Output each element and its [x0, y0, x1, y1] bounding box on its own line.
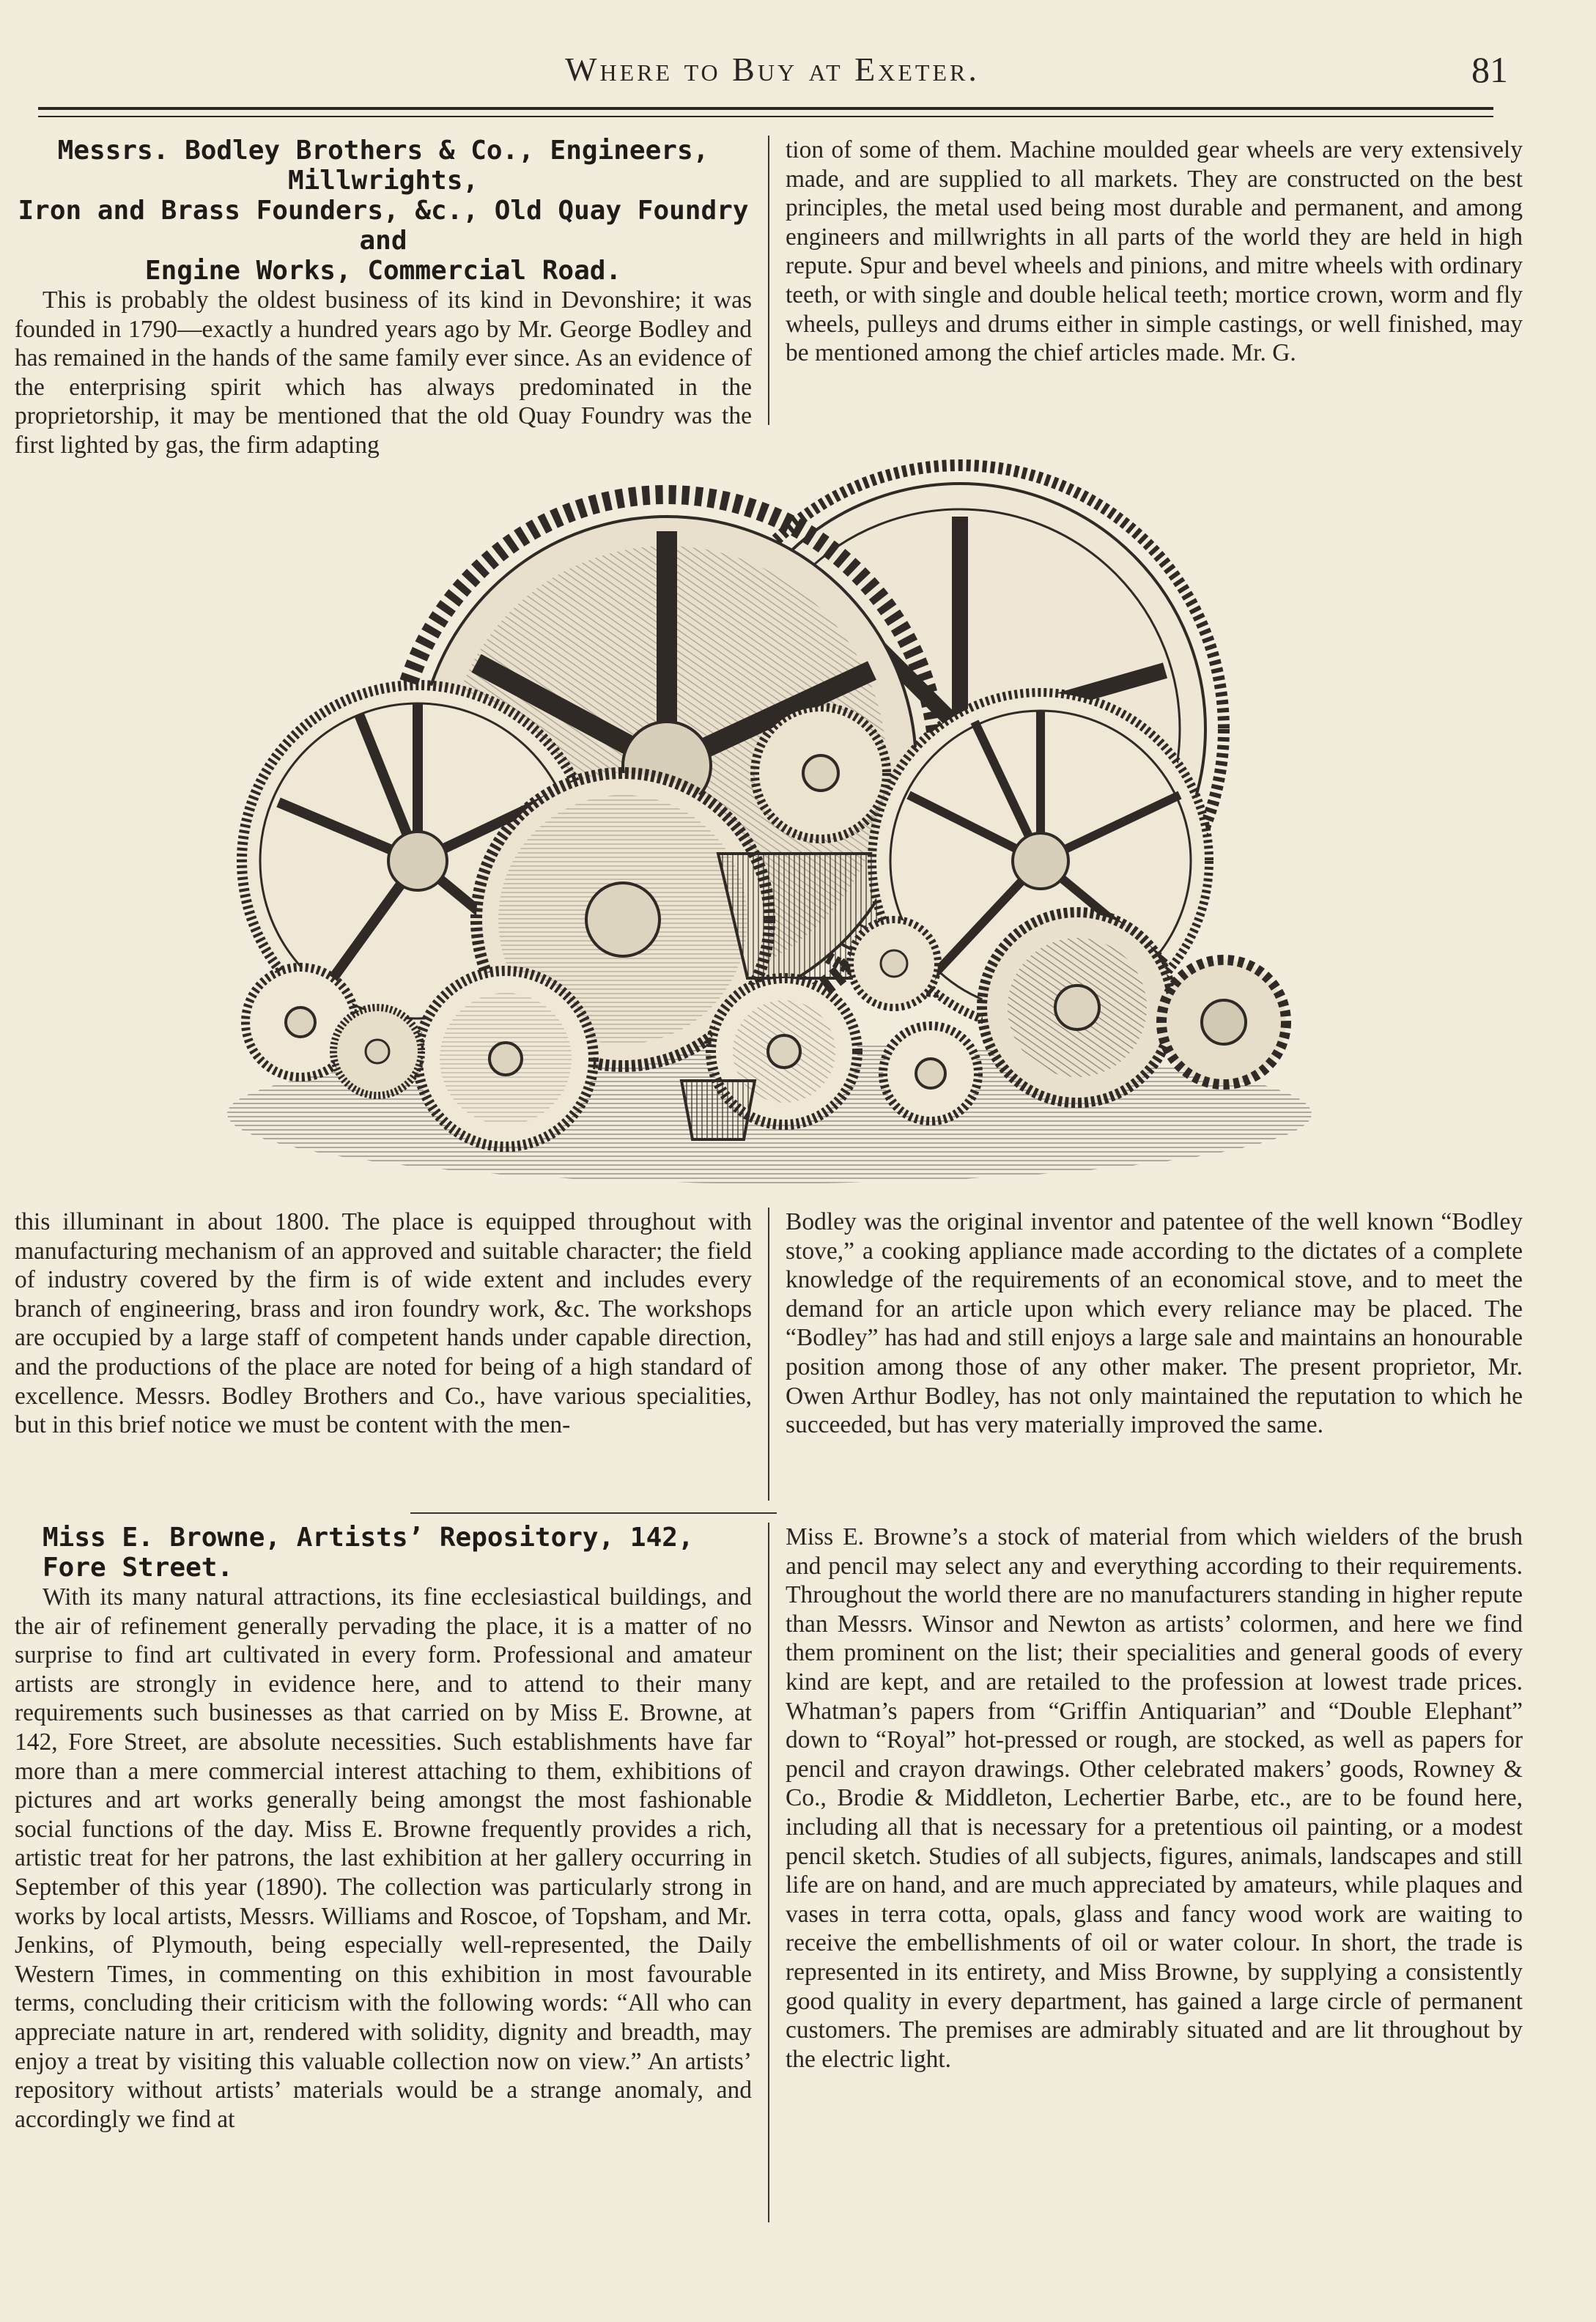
bodley-heading-line-1: Messrs. Bodley Brothers & Co., Engineers, Millwrights,: [57, 136, 709, 196]
pinion-far-right: [1161, 960, 1286, 1084]
browne-paragraph-1: With its many natural attractions, its fine ecclesiastical buildings, and the air of refinement generally pervading the place, it is a matter of no surprise to find art cultivated in every form. Professional and amateur artists are strongly in evidence here, and to attend to their many requirements such businesses as that carried on by Miss E. Browne, at 142, Fore Street, are absolute necessities. Such establishments have far more than a mere commercial interest attaching to them, exhibitions of pictures and art works generally being amongst the most fashionable social functions of the day. Miss E. Browne frequently provides a rich, artistic treat for her patrons, the last exhibition at her gallery occurring in September of this year (1890). The collection was particularly strong in works by local artists, Messrs. Williams and Roscoe, of Topsham, and Mr. Jenkins, of Plymouth, being especially well-represented, the Daily Western Times, in commenting on this exhibition in most favourable terms, concluding their criticism with the following words: “All who can appreciate nature in art, rendered with solidity, dignity and breadth, may enjoy a treat by visiting this valuable collection now on view.” An artists’ repository without artists’ materials would be a strange anomaly, and accordingly we find at: [15, 1583, 752, 2133]
bodley-heading-line-2: Iron and Brass Founders, &c., Old Quay Foundry and: [18, 196, 749, 256]
gear-wheels-illustration: [213, 451, 1326, 1205]
pinion-left-bevel: [333, 1007, 421, 1095]
bevel-pinion-bottom: [681, 1081, 755, 1139]
bodley-column-left-top: [15, 136, 752, 459]
bodley-heading-line-3: Engine Works, Commercial Road.: [144, 256, 622, 286]
section-divider: [410, 1512, 777, 1514]
bodley-column-right-top: [786, 136, 1523, 436]
running-head: [37, 45, 1508, 97]
gear-wheels-engraving: [213, 451, 1326, 1205]
browne-heading: Miss E. Browne, Artists’ Repository, 142, Fore Street.: [43, 1523, 694, 1583]
front-gear-right-small: [883, 1026, 978, 1121]
bodley-article-top: [15, 136, 1523, 459]
bevel-gear-right: [982, 912, 1172, 1103]
running-title: Where to Buy at Exeter.: [565, 51, 980, 88]
bodley-column-left-bottom: [15, 1208, 752, 1501]
column-rule: [768, 1208, 769, 1501]
browne-paragraph-2: Miss E. Browne’s a stock of material from which wielders of the brush and pencil may select any and everything according to their requirements. Throughout the world there are no manufacturers standing in higher repute than Messrs. Winsor and Newton as artists’ colormen, and here we find them prominent on the list; their specialities and general goods of every kind are kept, and are retailed to the profession at lowest trade prices. Whatman’s papers from “Griffin Antiquarian” and “Double Elephant” down to “Royal” hot-pressed or rough, are stocked, as well as papers for pencil and crayon drawings. Other celebrated makers’ goods, Rowney & Co., Brodie & Middleton, Lechertier Barbe, etc., are to be found here, including all that is necessary for a pretentious oil painting, or a modest pencil sketch. Studies of all subjects, figures, animals, landscapes and still life are on hand, and are much appreciated by amateurs, while plaques and vases in terra cotta, opals, glass and fancy wood work are waiting to receive the embellishments of oil or water colour. In short, the trade is represented in its entirety, and Miss Browne, by supplying a consistently good quality in every department, has gained a large circle of permanent customers. The premises are admirably situated and are lit throughout by the electric light.: [786, 1523, 1523, 2073]
page-number: 81: [1471, 49, 1508, 90]
browne-column-left: [15, 1523, 752, 2226]
bodley-column-right-bottom: [786, 1208, 1523, 1501]
front-gear-center-left: [418, 971, 594, 1147]
browne-article: [15, 1523, 1523, 2226]
bodley-paragraph-1: This is probably the oldest business of its kind in Devonshire; it was founded in 1790—exactly a hundred years ago by Mr. George Bodley and has remained in the hands of the same family ever since. As an evidence of the enterprising spirit which has always predominated in the proprietorship, it may be mentioned that the old Quay Foundry was the first lighted by gas, the firm adapting: [15, 286, 752, 459]
bodley-paragraph-2: tion of some of them. Machine moulded gear wheels are very extensively made, and are supplied to all markets. They are constructed on the best principles, the metal used being most durable and permanent, and among engineers and millwrights in all parts of the world they are held in high repute. Spur and bevel wheels and pinions, and mitre wheels with ordinary teeth, or with single and double helical teeth; mortice crown, worm and fly wheels, pulleys and drums either in simple castings, or well finished, may be mentioned among the chief articles made. Mr. G.: [786, 136, 1523, 367]
bodley-paragraph-3: this illuminant in about 1800. The place is equipped throughout with manufacturing mechanism of an approved and suitable character; the field of industry covered by the firm is of wide extent and includes every branch of engineering, brass and iron foundry work, &c. The workshops are occupied by a large staff of competent hands under capable direction, and the productions of the place are noted for being of a high standard of excellence. Messrs. Bodley Brothers and Co., have various specialities, but in this brief notice we must be content with the men-: [15, 1208, 752, 1439]
bodley-article-bottom: [15, 1208, 1523, 1501]
column-rule: [768, 136, 769, 425]
small-gear-mid: [755, 707, 887, 839]
small-gear-mid-lower: [850, 920, 938, 1007]
header-rule-thin: [38, 116, 1493, 117]
bodley-paragraph-4: Bodley was the original inventor and patentee of the well known “Bodley stove,” a cooking appliance made according to the dictates of a complete knowledge of the requirements of an economical stove, and to meet the demand for an article upon which every reliance may be placed. The “Bodley” has had and still enjoys a large sale and maintains an honourable position among those of any other maker. The present proprietor, Mr. Owen Arthur Bodley, has not only maintained the reputation to which he succeeded, but has very materially improved the same.: [786, 1208, 1523, 1439]
browne-column-right: [786, 1523, 1523, 2226]
column-rule: [768, 1523, 769, 2222]
header-rule-thick: [38, 107, 1493, 110]
